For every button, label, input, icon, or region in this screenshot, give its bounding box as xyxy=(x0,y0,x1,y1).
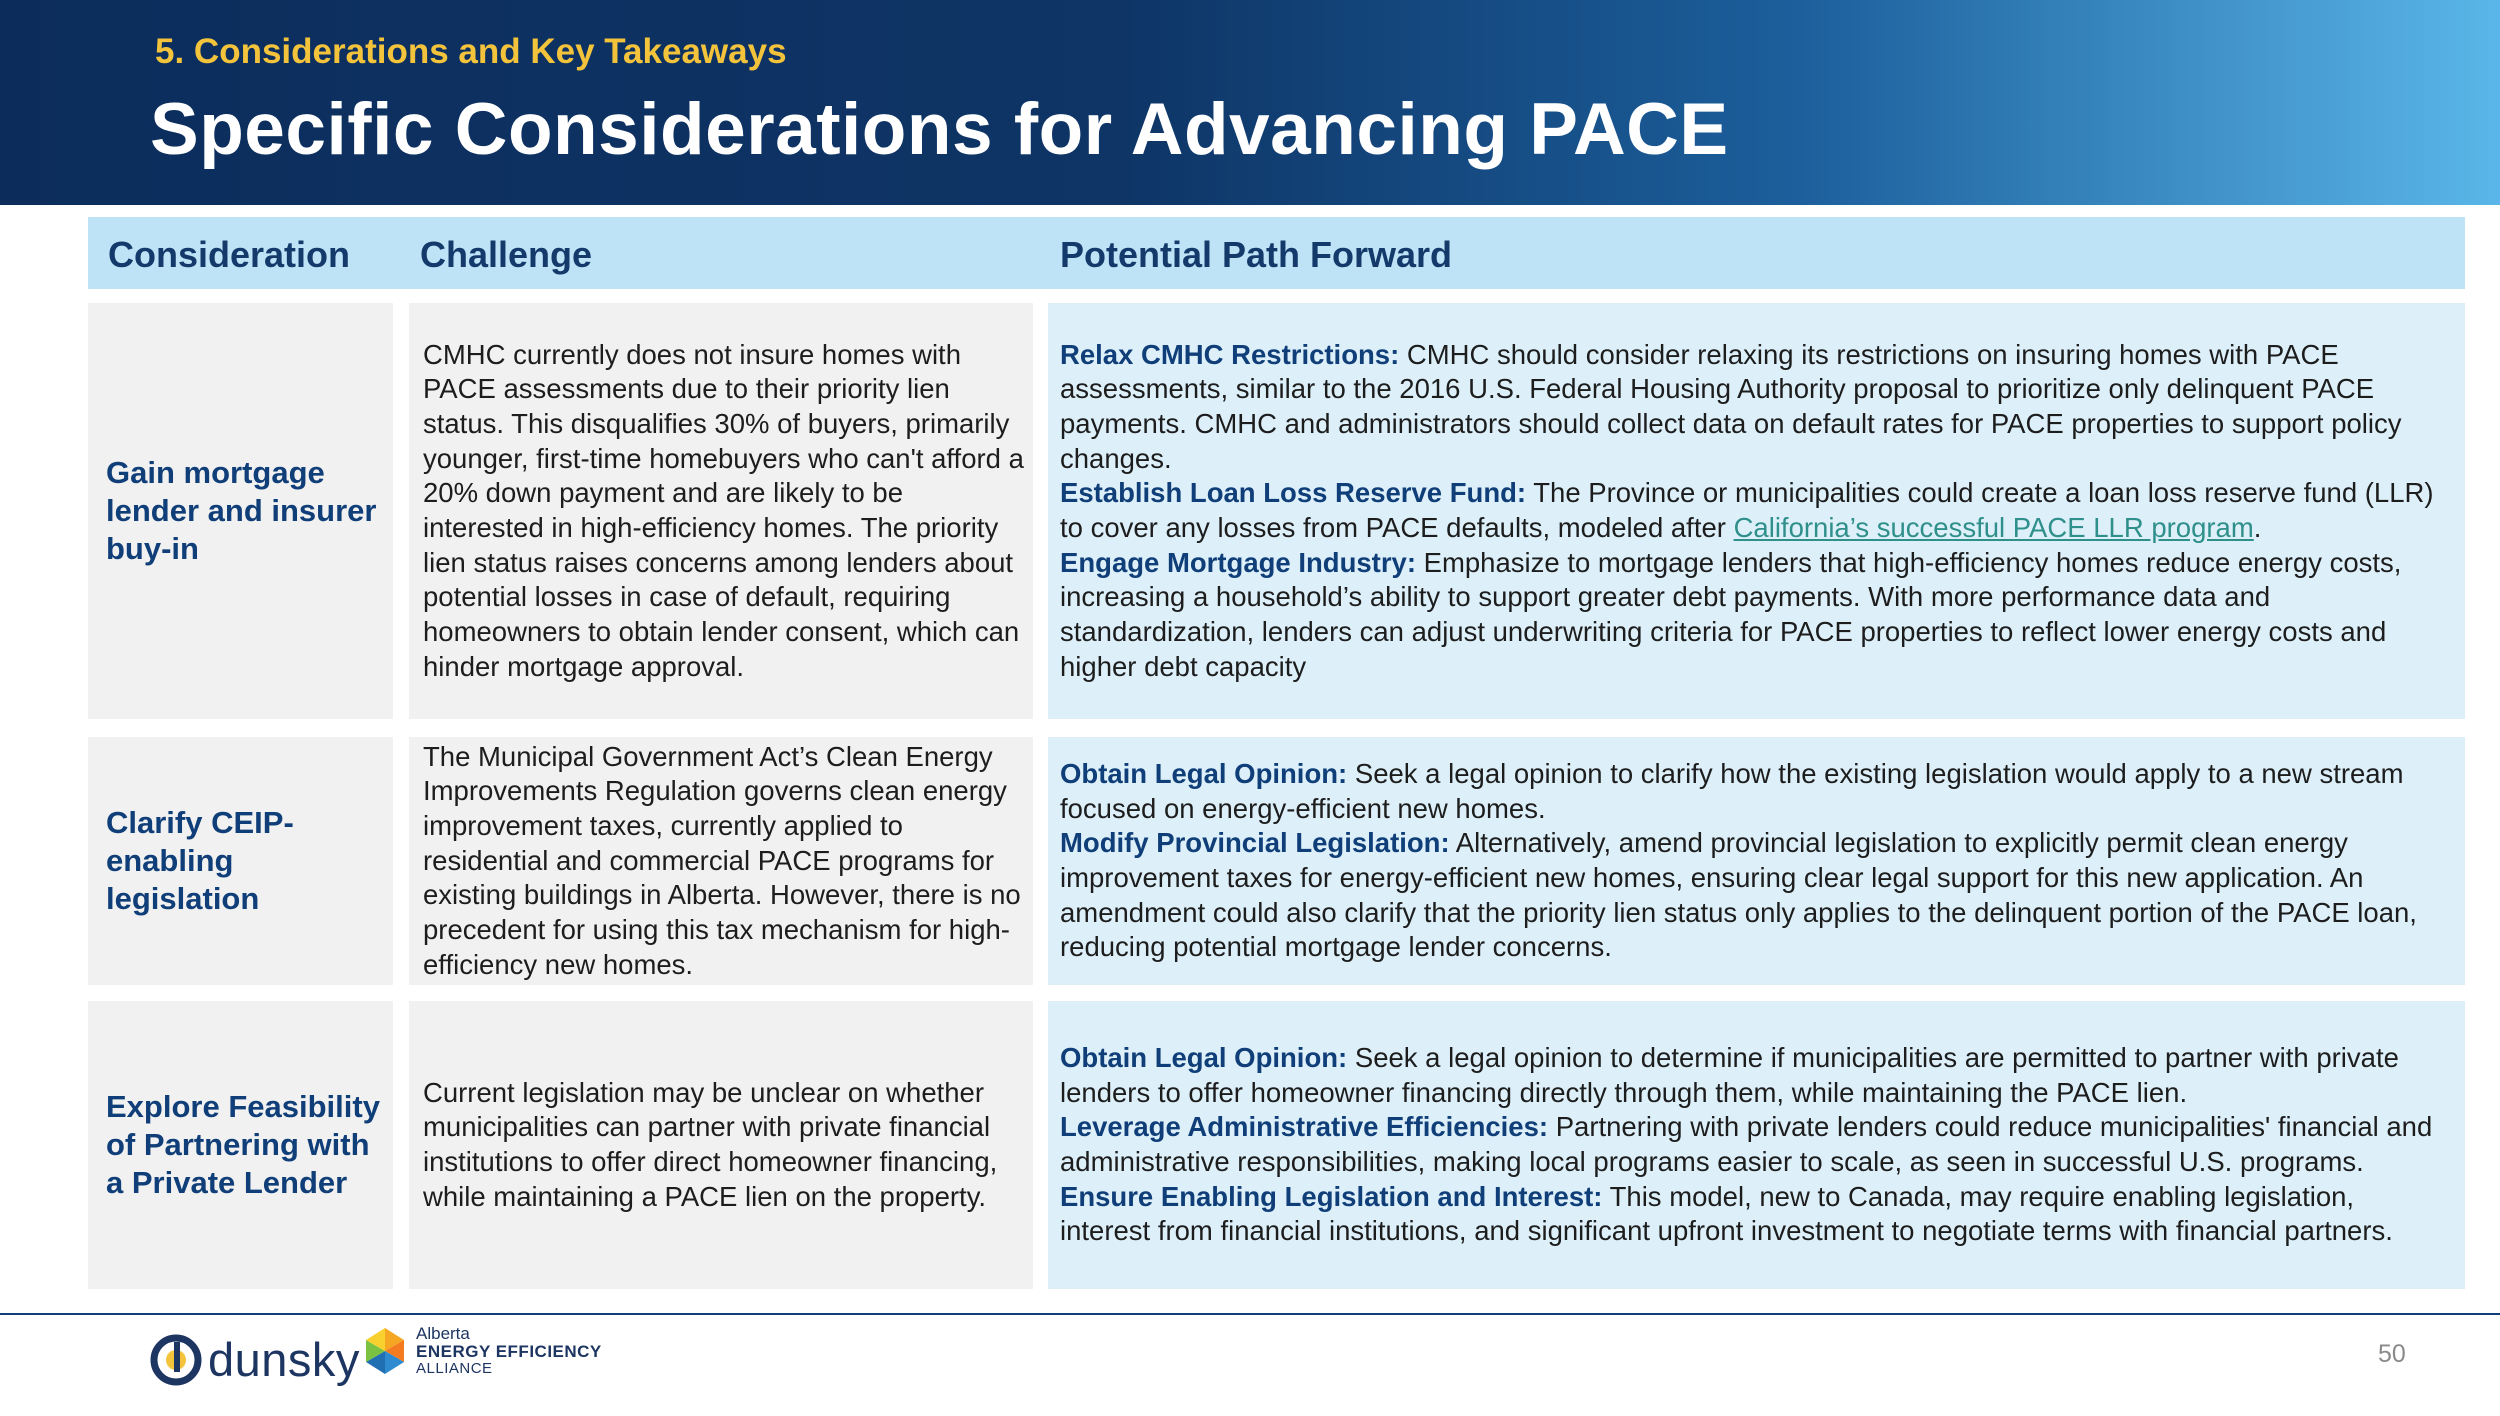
row3-path-item: Ensure Enabling Legislation and Interest: This model, new to Canada, may require enabling legislation, interest from financial institutions, and significant upfront investment to negotiate terms with financial partners. xyxy=(1060,1180,2393,1247)
column-header-consideration: Consideration xyxy=(108,234,351,275)
row2-consideration-text: Clarify CEIP-enabling legislation xyxy=(106,805,294,916)
row3-consideration-text: Explore Feasibility of Partnering with a Private Lender xyxy=(106,1089,380,1200)
header-banner xyxy=(0,0,2500,205)
row2-path-item: Obtain Legal Opinion: Seek a legal opinion to clarify how the existing legislation would apply to a new stream focused on energy-efficient new homes. xyxy=(1060,758,2404,824)
aeea-logo xyxy=(362,1325,602,1376)
row1-path-forward xyxy=(1048,303,2465,719)
california-llr-link[interactable]: California’s successful PACE LLR program xyxy=(1733,512,2254,543)
row1-path-item: Establish Loan Loss Reserve Fund: The Province or municipalities could create a loan loss reserve fund (LLR) to cover any losses from PACE defaults, modeled after California’s successful PACE LLR program. xyxy=(1060,477,2434,543)
row1-consideration xyxy=(88,303,393,719)
row1-consideration-text: Gain mortgage lender and insurer buy-in xyxy=(106,455,377,566)
column-header-path-forward: Potential Path Forward xyxy=(1060,234,1453,275)
row1-path-item: Engage Mortgage Industry: Emphasize to mortgage lenders that high-efficiency homes reduce energy costs, increasing a household’s ability to support greater debt payments. With more performance data and standardization, lenders can adjust underwriting criteria for PACE properties to reflect lower energy costs and higher debt capacity xyxy=(1060,546,2402,682)
aeea-line-2: ENERGY EFFICIENCY xyxy=(416,1341,602,1361)
row2-path-forward xyxy=(1048,737,2465,985)
footer-divider xyxy=(0,1313,2500,1315)
row3-path-item: Obtain Legal Opinion: Seek a legal opinion to determine if municipalities are permitted to partner with private lenders to offer homeowner financing directly through them, while maintaining the PACE lien. xyxy=(1060,1042,2399,1108)
row2-consideration xyxy=(88,737,393,985)
row3-path-forward xyxy=(1048,1001,2465,1289)
page-title: Specific Considerations for Advancing PACE xyxy=(150,89,1729,170)
row3-consideration xyxy=(88,1001,393,1289)
row3-path-item: Leverage Administrative Efficiencies: Partnering with private lenders could reduce municipalities' financial and administrative responsibilities, making local programs easier to scale, as seen in successful U.S. programs. xyxy=(1060,1111,2433,1177)
row3-challenge xyxy=(409,1001,1033,1289)
row1-challenge-text: CMHC currently does not insure homes with PACE assessments due to their priority lien status. This disqualifies 30% of buyers, primarily younger, first-time homebuyers who can't afford a 20% down payment and are likely to be interested in high-efficiency homes. The priority lien status raises concerns among lenders about potential losses in case of default, requiring homeowners to obtain lender consent, which can hinder mortgage approval. xyxy=(423,338,1024,682)
aeea-mark-icon xyxy=(362,1326,408,1376)
dunsky-wordmark: dunsky xyxy=(208,1333,360,1386)
row2-challenge-text: The Municipal Government Act’s Clean Energy Improvements Regulation governs clean energy improvement taxes, currently applied to residential and commercial PACE programs for existing buildings in Alberta. However, there is no precedent for using this tax mechanism for high-efficiency new homes. xyxy=(423,740,1021,980)
row3-challenge-text: Current legislation may be unclear on whether municipalities can partner with private financial institutions to offer direct homeowner financing, while maintaining a PACE lien on the property. xyxy=(423,1076,998,1212)
section-label: 5. Considerations and Key Takeaways xyxy=(155,32,787,71)
row2-challenge xyxy=(409,737,1033,985)
row1-path-item: Relax CMHC Restrictions: CMHC should consider relaxing its restrictions on insuring homes with PACE assessments, similar to the 2016 U.S. Federal Housing Authority proposal to prioritize only delinquent PACE payments. CMHC and administrators should collect data on default rates for PACE properties to support policy changes. xyxy=(1060,338,2402,474)
page-number: 50 xyxy=(2378,1340,2406,1368)
aeea-line-3: ALLIANCE xyxy=(416,1359,493,1377)
row1-challenge xyxy=(409,303,1033,719)
row2-path-item: Modify Provincial Legislation: Alternatively, amend provincial legislation to explicitly permit clean energy improvement taxes for energy-efficient new homes, ensuring clear legal support for this new application. An amendment could also clarify that the priority lien status only applies to the delinquent portion of the PACE loan, reducing potential mortgage lender concerns. xyxy=(1060,827,2417,963)
aeea-line-1: Alberta xyxy=(416,1324,470,1343)
dunsky-mark-icon xyxy=(150,1334,202,1386)
dunsky-logo xyxy=(150,1332,360,1387)
column-header-challenge: Challenge xyxy=(420,234,593,275)
